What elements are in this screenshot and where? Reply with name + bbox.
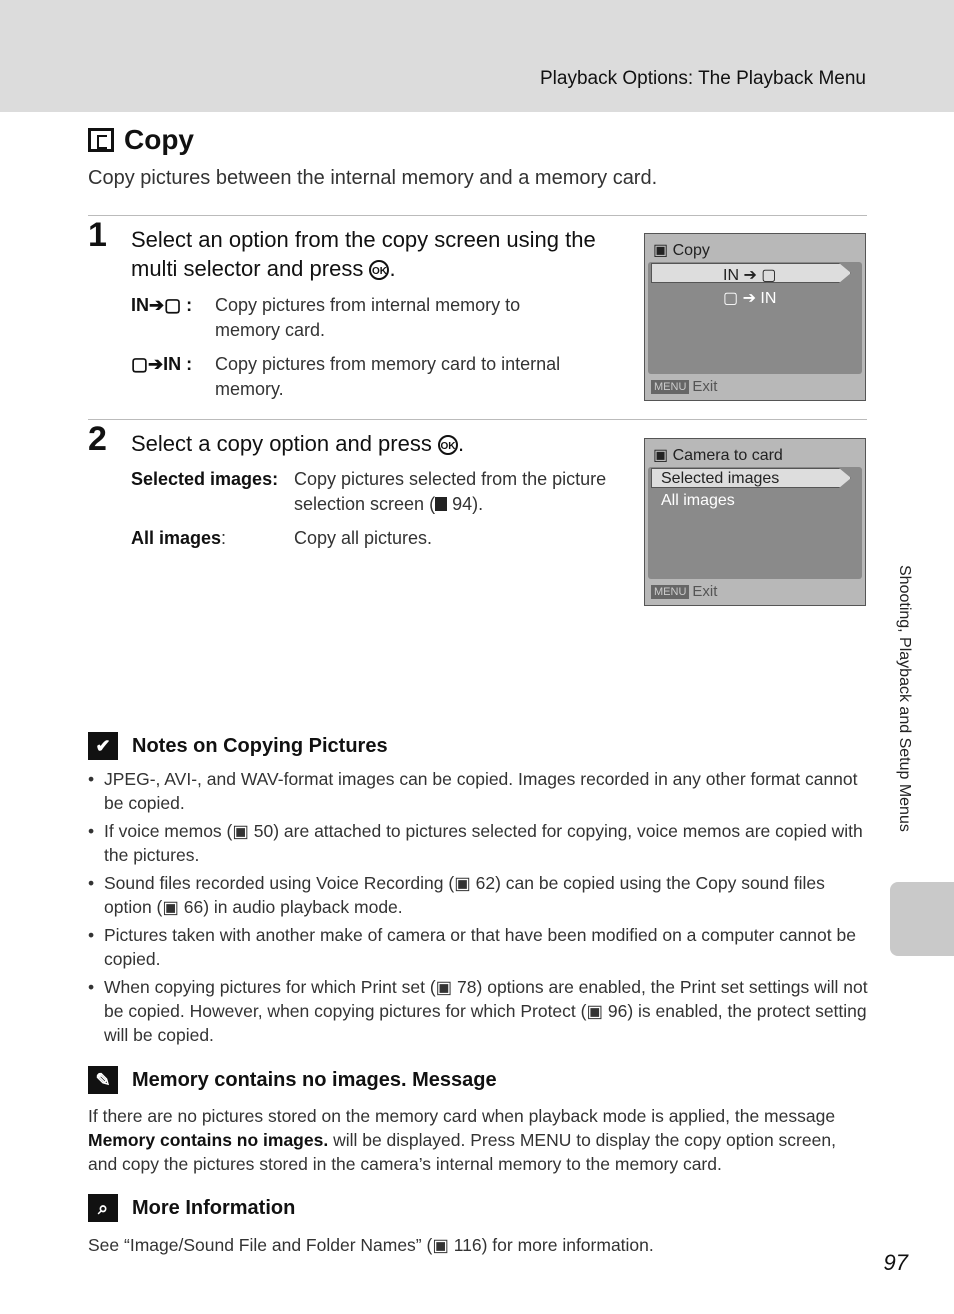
internal-to-card-icon: IN➔▢ : xyxy=(131,295,193,315)
memory-paragraph xyxy=(88,1104,868,1176)
ok-button-icon: OK xyxy=(438,435,458,455)
screen-title-text: Camera to card xyxy=(672,447,783,464)
step1-instruction: Select an option from the copy screen using the multi selector and press xyxy=(131,227,596,281)
list-item: • When copying pictures for which Print set (▣ 78) options are enabled, the Print set settings will not be copied. However, when copying pictures for which Protect (▣ 96) is enabled, the protect setting will be copied. xyxy=(88,975,868,1047)
ok-button-icon: OK xyxy=(369,260,389,280)
list-item: • If voice memos (▣ 50) are attached to pictures selected for copying, voice memos are copied with the pictures. xyxy=(88,819,868,867)
screen-footer xyxy=(651,378,717,395)
step1-option-1 xyxy=(131,293,601,345)
card-to-internal-icon: ▢➔IN : xyxy=(131,354,193,374)
copy-icon xyxy=(88,128,114,152)
divider xyxy=(88,419,867,420)
camera-screen-card xyxy=(644,438,866,606)
screen-footer xyxy=(651,583,717,600)
option-desc-b: ). xyxy=(472,494,484,514)
step1-text: Select an option from the copy screen using the multi selector and press OK . xyxy=(131,227,596,281)
step2-option-1 xyxy=(131,467,631,519)
exit-label: Exit xyxy=(692,583,718,600)
checkmark-icon: ✔ xyxy=(88,732,118,760)
menu-icon: MENU xyxy=(651,585,689,599)
option-term: All images: xyxy=(131,528,227,548)
screen-title-text: Copy xyxy=(672,242,710,259)
page-number: 97 xyxy=(883,1250,908,1275)
memory-text-a: If there are no pictures stored on the memory card when playback mode is applied, the message xyxy=(88,1106,836,1126)
more-paragraph: See “Image/Sound File and Folder Names” (▣ 116) for more information. xyxy=(88,1235,654,1255)
section-title-text: Copy xyxy=(124,124,194,155)
memory-title: Memory contains no images. Message xyxy=(132,1068,497,1091)
memory-bold: Memory contains no images. xyxy=(88,1130,329,1150)
menu-icon: MENU xyxy=(651,380,689,394)
screen-item[interactable]: Selected images xyxy=(661,470,780,487)
step-number: 2 xyxy=(88,420,107,458)
option-desc xyxy=(294,467,629,517)
magnifier-icon: ⌕ xyxy=(88,1194,118,1222)
option-term: Selected images: xyxy=(131,469,279,489)
step2-option-2 xyxy=(131,526,631,552)
list-item: • Sound files recorded using Voice Recording (▣ 62) can be copied using the Copy sound files option (▣ 66) in audio playback mode. xyxy=(88,871,868,919)
more-heading xyxy=(88,1194,295,1222)
option-desc: Copy all pictures. xyxy=(294,528,433,548)
header-title: Playback Options: The Playback Menu xyxy=(540,68,866,89)
screen-title: ▣ Camera to card xyxy=(653,447,783,464)
notes-list xyxy=(88,767,868,1051)
screen-item[interactable]: All images xyxy=(661,492,735,509)
notes-heading xyxy=(88,732,388,760)
divider xyxy=(88,215,867,216)
option-desc: Copy pictures from memory card to internal memory. xyxy=(215,354,561,399)
reference-icon xyxy=(435,497,447,511)
camera-screen-copy xyxy=(644,233,866,401)
section-intro: Copy pictures between the internal memory and a memory card. xyxy=(88,167,658,189)
step2-instruction: Select a copy option and press xyxy=(131,431,432,456)
notes-title: Notes on Copying Pictures xyxy=(132,734,388,757)
option-desc-a: Copy pictures selected from the picture selection screen ( xyxy=(294,469,607,514)
option-desc: Copy pictures from internal memory to memory card. xyxy=(215,295,521,340)
option-term-text: Selected images xyxy=(131,469,273,489)
memory-text-b: will be displayed. Press MENU to display the copy option screen, and copy the pictures stored in the camera’s internal memory to the memory card. xyxy=(88,1130,836,1174)
page-header xyxy=(0,0,954,112)
step2-text: Select a copy option and press OK . xyxy=(131,431,465,456)
page-ref: 94 xyxy=(452,494,473,514)
exit-label: Exit xyxy=(692,378,718,395)
list-item: • JPEG-, AVI-, and WAV-format images can be copied. Images recorded in any other format cannot be copied. xyxy=(88,767,868,815)
chapter-tab xyxy=(890,882,954,956)
memory-heading xyxy=(88,1066,497,1094)
more-title: More Information xyxy=(132,1196,296,1219)
pencil-icon: ✎ xyxy=(88,1066,118,1094)
screen-title: ▣ Copy xyxy=(653,242,710,259)
list-item: • Pictures taken with another make of camera or that have been modified on a computer cannot be copied. xyxy=(88,923,868,971)
screen-item[interactable]: ▢ ➔ IN xyxy=(723,290,777,307)
option-term-text: All images xyxy=(131,528,222,548)
screen-item[interactable]: IN ➔ ▢ xyxy=(723,267,777,284)
section-title xyxy=(88,124,194,156)
side-label: Shooting, Playback and Setup Menus xyxy=(896,565,913,832)
step-number: 1 xyxy=(88,216,107,254)
step1-option-2 xyxy=(131,352,601,404)
